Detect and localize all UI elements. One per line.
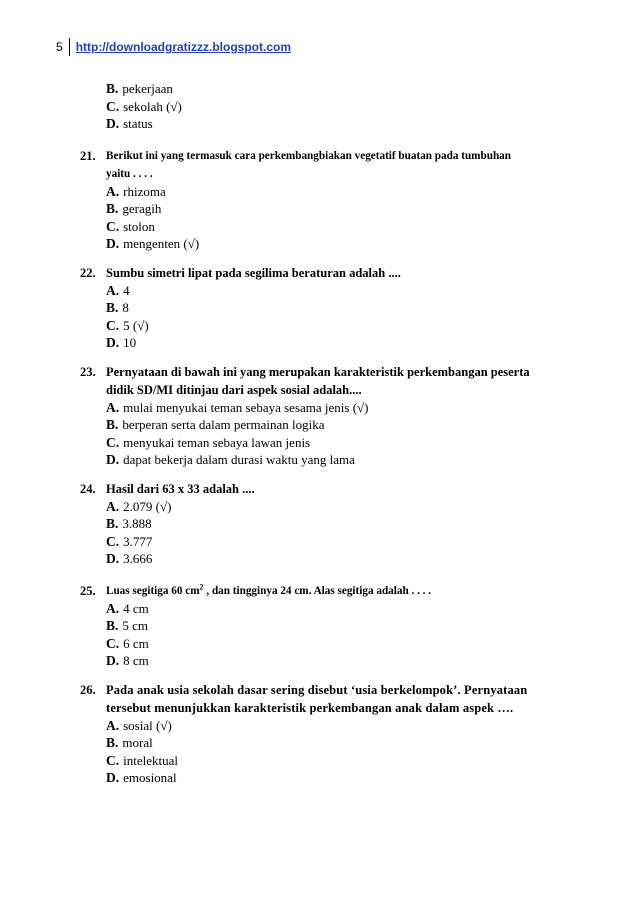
- option-text: dapat bekerja dalam durasi waktu yang lama: [123, 452, 355, 467]
- option-letter: A.: [106, 183, 120, 199]
- answer-option: [106, 317, 580, 335]
- answer-option: [106, 717, 580, 735]
- question-21: [80, 147, 580, 253]
- option-letter: A.: [106, 282, 120, 298]
- question-26: [80, 681, 580, 787]
- option-letter: A.: [106, 717, 120, 733]
- option-text: 4: [123, 282, 130, 298]
- answer-option: [106, 635, 580, 653]
- option-text: 5 (√): [123, 317, 149, 333]
- answer-option: [106, 498, 580, 516]
- option-text: mulai menyukai teman sebaya sesama jenis (√): [123, 399, 369, 415]
- option-letter: D.: [106, 551, 120, 566]
- option-letter: D.: [106, 452, 120, 467]
- question-22: [80, 264, 580, 352]
- answer-option: [106, 218, 580, 236]
- option-letter: B.: [106, 735, 119, 750]
- answer-option: [106, 451, 580, 469]
- question-number: 24.: [80, 481, 96, 496]
- question-line: Hasil dari 63 x 33 adalah ....: [106, 481, 255, 496]
- answer-option: [106, 200, 580, 218]
- answer-option: [106, 183, 580, 201]
- answer-option: [106, 235, 580, 253]
- option-text: 10: [123, 335, 137, 350]
- option-text: pekerjaan: [122, 81, 173, 96]
- question-line: Sumbu simetri lipat pada segilima beraturan adalah ....: [106, 265, 401, 280]
- option-letter: B.: [106, 516, 119, 531]
- answer-option: [106, 80, 580, 98]
- option-letter: D.: [106, 116, 120, 131]
- option-text: mengenten (√): [123, 236, 200, 251]
- question-number: 22.: [80, 265, 96, 280]
- question-list: [80, 80, 580, 787]
- question-line: tersebut menunjukkan karakteristik perkembangan anak dalam aspek ….: [106, 700, 514, 715]
- option-letter: C.: [106, 635, 120, 651]
- option-text: moral: [122, 735, 153, 750]
- question-number: 23.: [80, 364, 96, 379]
- option-text: berperan serta dalam permainan logika: [122, 417, 325, 432]
- option-letter: C.: [106, 218, 120, 234]
- option-letter: B.: [106, 618, 119, 633]
- question-25: [80, 582, 580, 670]
- question-line: Pernyataan di bawah ini yang merupakan karakteristik perkembangan peserta: [106, 364, 530, 379]
- question-line: yaitu . . . .: [106, 167, 153, 180]
- answer-option: [106, 600, 580, 618]
- option-letter: D.: [106, 770, 120, 785]
- question-text: [106, 582, 431, 600]
- answer-option: [106, 769, 580, 787]
- option-text: 8: [122, 300, 129, 315]
- page-number: 5: [56, 38, 70, 56]
- option-letter: C.: [106, 98, 120, 114]
- option-letter: A.: [106, 600, 120, 616]
- option-text: stolon: [123, 218, 155, 234]
- question-text: [106, 480, 255, 498]
- answer-option: [106, 115, 580, 133]
- answer-option: [106, 299, 580, 317]
- question-line: Luas segitiga 60 cm: [106, 584, 200, 597]
- previous-question-options: [106, 80, 580, 133]
- answer-option: [106, 434, 580, 452]
- option-text: geragih: [122, 201, 162, 216]
- option-text: 4 cm: [123, 600, 149, 616]
- question-text: [106, 681, 527, 717]
- option-text: 8 cm: [123, 653, 149, 668]
- option-text: sosial (√): [123, 717, 172, 733]
- option-letter: C.: [106, 752, 120, 768]
- option-letter: B.: [106, 201, 119, 216]
- question-23: [80, 363, 580, 469]
- question-text: [106, 264, 401, 282]
- answer-option: [106, 550, 580, 568]
- option-text: 3.888: [122, 516, 152, 531]
- page-header: [56, 38, 291, 56]
- option-letter: B.: [106, 417, 119, 432]
- question-line: Berikut ini yang termasuk cara perkembangbiakan vegetatif buatan pada tumbuhan: [106, 149, 511, 162]
- question-number: 26.: [80, 682, 96, 697]
- answer-option: [106, 752, 580, 770]
- superscript: 2: [199, 581, 204, 591]
- answer-option: [106, 734, 580, 752]
- option-letter: A.: [106, 399, 120, 415]
- answer-option: [106, 334, 580, 352]
- question-text: [106, 363, 530, 399]
- option-text: status: [123, 116, 153, 131]
- blog-link[interactable]: http://downloadgratizzz.blogspot.com: [75, 40, 291, 54]
- option-text: 3.666: [123, 551, 153, 566]
- option-text: 3.777: [123, 533, 153, 549]
- option-text: emosional: [123, 770, 177, 785]
- question-line: Pada anak usia sekolah dasar sering disebut ‘usia berkelompok’. Pernyataan: [106, 682, 528, 697]
- option-text: 2.079 (√): [123, 498, 172, 514]
- option-letter: B.: [106, 81, 119, 96]
- option-letter: B.: [106, 300, 119, 315]
- answer-option: [106, 98, 580, 116]
- option-text: 6 cm: [123, 635, 149, 651]
- option-letter: C.: [106, 533, 120, 549]
- option-text: rhizoma: [123, 183, 166, 199]
- question-text: [106, 147, 511, 183]
- answer-option: [106, 515, 580, 533]
- answer-option: [106, 617, 580, 635]
- question-number: 25.: [80, 583, 96, 598]
- question-line: , dan tingginya 24 cm. Alas segitiga adalah . . . .: [203, 584, 432, 597]
- answer-option: [106, 399, 580, 417]
- option-text: sekolah (√): [123, 98, 182, 114]
- answer-option: [106, 533, 580, 551]
- answer-option: [106, 652, 580, 670]
- option-text: menyukai teman sebaya lawan jenis: [123, 434, 311, 450]
- answer-option: [106, 282, 580, 300]
- option-letter: D.: [106, 335, 120, 350]
- answer-option: [106, 416, 580, 434]
- option-text: 5 cm: [122, 618, 149, 633]
- option-text: intelektual: [123, 752, 178, 768]
- option-letter: D.: [106, 236, 120, 251]
- option-letter: C.: [106, 434, 120, 450]
- option-letter: C.: [106, 317, 120, 333]
- option-letter: D.: [106, 653, 120, 668]
- option-letter: A.: [106, 498, 120, 514]
- question-number: 21.: [80, 148, 96, 163]
- question-24: [80, 480, 580, 568]
- question-line: didik SD/MI ditinjau dari aspek sosial adalah....: [106, 382, 362, 397]
